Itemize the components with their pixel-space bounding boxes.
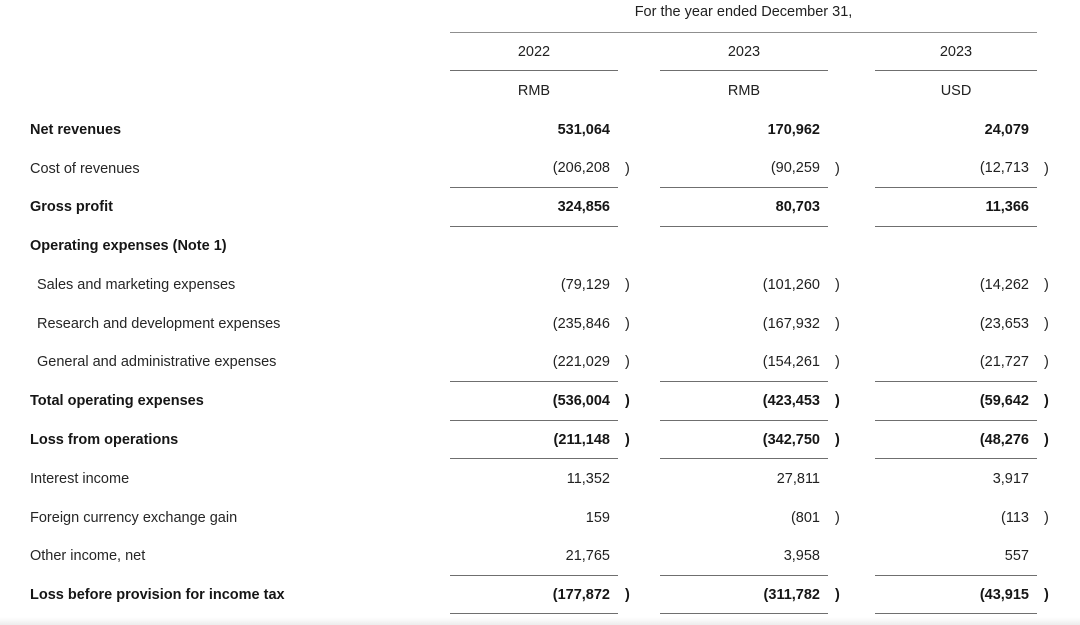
cell-value (875, 227, 1037, 266)
cell-value: (423,453 (660, 382, 828, 421)
column-spacer (852, 459, 875, 498)
cell-paren: ) (835, 276, 840, 293)
table-row (0, 576, 1080, 615)
cell-paren (1037, 227, 1061, 266)
cell-paren: ) (1044, 160, 1049, 177)
column-currency-header-rmb-2: RMB (727, 82, 761, 99)
cell-paren (1037, 188, 1061, 227)
cell-value: (536,004 (450, 382, 618, 421)
column-spacer (642, 188, 660, 227)
cell-paren: ) (1044, 354, 1049, 371)
column-spacer (642, 266, 660, 305)
cell-paren (618, 227, 642, 266)
column-spacer (852, 498, 875, 537)
column-spacer (852, 266, 875, 305)
table-row (0, 149, 1080, 188)
column-spacer (642, 304, 660, 343)
cell-value: 557 (875, 537, 1037, 576)
column-spacer (852, 111, 875, 150)
column-spacer (642, 459, 660, 498)
cell-paren (828, 111, 852, 150)
cell-paren (1037, 111, 1061, 150)
column-spacer (642, 537, 660, 576)
cell-value: 11,352 (566, 470, 610, 487)
column-spacer (852, 343, 875, 382)
cell-value: (101,260 (762, 276, 820, 293)
table-header-year-row (0, 33, 1080, 71)
cell-paren: ) (835, 354, 840, 371)
cell-value: (59,642 (875, 382, 1037, 421)
column-spacer (852, 149, 875, 188)
cell-paren (618, 537, 642, 576)
cell-paren (618, 498, 642, 537)
cell-paren: ) (1044, 393, 1049, 410)
cell-value: 11,366 (875, 188, 1037, 227)
cell-paren: ) (835, 393, 840, 410)
row-label: Research and development expenses (37, 315, 281, 332)
column-spacer (642, 149, 660, 188)
row-label: Gross profit (30, 199, 113, 216)
cell-value: 80,703 (660, 188, 828, 227)
cell-paren (1037, 459, 1061, 498)
column-spacer (852, 227, 875, 266)
cell-value: (48,276 (875, 421, 1037, 460)
cell-value: (311,782 (660, 576, 828, 615)
table-header-currency-row (0, 71, 1080, 111)
cell-paren: ) (835, 587, 840, 604)
cell-paren: ) (625, 276, 630, 293)
page-bottom-fade (0, 617, 1080, 625)
table-row (0, 382, 1080, 421)
column-spacer (852, 188, 875, 227)
column-currency-header-rmb-1: RMB (517, 82, 551, 99)
column-spacer (642, 498, 660, 537)
column-spacer (852, 421, 875, 460)
cell-paren: ) (1044, 432, 1049, 448)
cell-value: 159 (585, 509, 610, 526)
cell-paren: ) (1044, 509, 1049, 526)
cell-paren (1037, 537, 1061, 576)
cell-value: 531,064 (557, 121, 610, 138)
row-label: General and administrative expenses (37, 354, 277, 371)
table-row (0, 111, 1080, 150)
cell-value: (12,713 (875, 149, 1037, 188)
column-spacer (642, 576, 660, 615)
cell-value: 21,765 (450, 537, 618, 576)
column-currency-header-usd: USD (940, 82, 972, 99)
cell-value: (79,129 (560, 276, 610, 293)
cell-paren: ) (625, 315, 630, 332)
column-spacer (852, 304, 875, 343)
cell-paren: ) (625, 160, 630, 177)
cell-value: (221,029 (450, 343, 618, 382)
cell-value: (342,750 (660, 421, 828, 460)
cell-paren: ) (835, 315, 840, 332)
table-row (0, 188, 1080, 227)
table-row (0, 459, 1080, 498)
column-year-header-2023-rmb: 2023 (660, 33, 828, 71)
table-title: For the year ended December 31, (634, 4, 853, 20)
table-body (0, 111, 1080, 615)
cell-paren (618, 459, 642, 498)
column-spacer (642, 111, 660, 150)
table-row (0, 266, 1080, 305)
row-label: Net revenues (30, 121, 122, 138)
cell-paren: ) (835, 509, 840, 526)
row-label: Interest income (30, 470, 130, 487)
cell-paren: ) (625, 432, 630, 448)
cell-paren (828, 537, 852, 576)
column-spacer (852, 537, 875, 576)
cell-value: (90,259 (660, 149, 828, 188)
cell-value: (43,915 (875, 576, 1037, 615)
cell-value: (21,727 (875, 343, 1037, 382)
cell-value: 24,079 (984, 121, 1029, 138)
column-spacer (642, 421, 660, 460)
table-row (0, 421, 1080, 460)
cell-value: 324,856 (450, 188, 618, 227)
row-label: Other income, net (30, 548, 146, 565)
cell-value: 170,962 (767, 121, 820, 138)
row-label: Cost of revenues (30, 160, 140, 177)
row-label: Total operating expenses (30, 393, 204, 410)
cell-value: (113 (1001, 509, 1029, 526)
cell-paren: ) (625, 354, 630, 371)
cell-value: (177,872 (450, 576, 618, 615)
cell-value: (154,261 (660, 343, 828, 382)
cell-value: 27,811 (776, 470, 820, 487)
cell-value: 3,958 (660, 537, 828, 576)
cell-value: (211,148 (450, 421, 618, 460)
column-year-header-2023-usd: 2023 (875, 33, 1037, 71)
cell-value: (801 (790, 509, 820, 526)
cell-value: (206,208 (450, 149, 618, 188)
row-label: Loss before provision for income tax (30, 587, 285, 604)
cell-value: 3,917 (992, 470, 1029, 487)
cell-paren: ) (625, 393, 630, 410)
table-row (0, 343, 1080, 382)
cell-value (450, 227, 618, 266)
column-spacer (642, 227, 660, 266)
row-label: Loss from operations (30, 432, 179, 448)
table-row (0, 227, 1080, 266)
cell-value (660, 227, 828, 266)
cell-paren: ) (1044, 587, 1049, 604)
cell-value: (14,262 (979, 276, 1029, 293)
cell-paren (618, 111, 642, 150)
row-label: Foreign currency exchange gain (30, 509, 238, 526)
cell-paren: ) (1044, 315, 1049, 332)
column-spacer (642, 343, 660, 382)
cell-paren: ) (1044, 276, 1049, 293)
cell-value: (235,846 (552, 315, 610, 332)
column-spacer (852, 576, 875, 615)
cell-paren (828, 188, 852, 227)
cell-value: (167,932 (762, 315, 820, 332)
cell-paren (828, 459, 852, 498)
table-row (0, 498, 1080, 537)
table-title-underline (450, 0, 1037, 33)
cell-paren: ) (625, 587, 630, 604)
cell-paren (828, 227, 852, 266)
column-year-header-2022: 2022 (450, 33, 618, 71)
cell-paren: ) (835, 160, 840, 177)
table-row (0, 537, 1080, 576)
table-row (0, 304, 1080, 343)
cell-paren (618, 188, 642, 227)
column-spacer (642, 382, 660, 421)
row-label: Operating expenses (Note 1) (30, 238, 227, 255)
cell-value: (23,653 (979, 315, 1029, 332)
row-label: Sales and marketing expenses (37, 276, 236, 293)
table-header-title-row (0, 0, 1080, 33)
cell-paren: ) (835, 432, 840, 448)
column-spacer (852, 382, 875, 421)
